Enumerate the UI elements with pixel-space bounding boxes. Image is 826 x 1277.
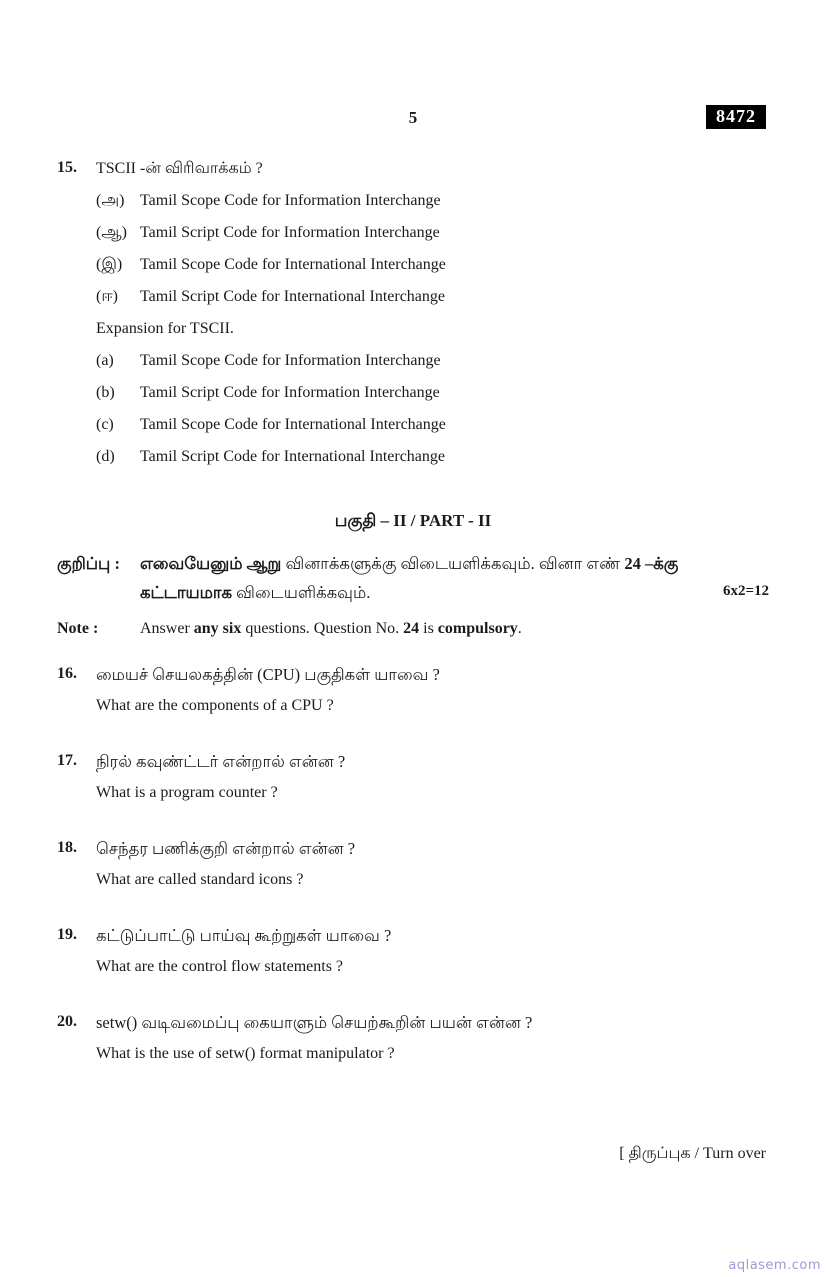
question-20-text-tamil: setw() வடிவமைப்பு கையாளும் செயற்கூறின் பயன் என்ன ? [96, 1013, 533, 1032]
question-17-number: 17. [57, 752, 77, 769]
option-row [96, 350, 766, 371]
question-20 [57, 1013, 766, 1063]
question-16-text-english: What are the components of a CPU ? [96, 697, 334, 714]
question-19 [57, 926, 766, 976]
page-header [0, 108, 826, 132]
note-english-body [140, 620, 769, 638]
option-text: Tamil Scope Code for International Interchange [140, 256, 446, 273]
note-english-bold-segment: 24 [403, 620, 420, 637]
watermark: aqlasem.com [728, 1258, 821, 1273]
option-label: (ஈ) [96, 288, 118, 305]
note-english-segment: Answer [140, 620, 194, 637]
option-text: Tamil Script Code for Information Interchange [140, 384, 440, 401]
note-tamil-bold-segment: எவையேனும் ஆறு [140, 554, 282, 573]
question-18-text-tamil: செந்தர பணிக்குறி என்றால் என்ன ? [96, 839, 356, 858]
note-tamil-line2 [140, 583, 769, 605]
question-17-text-tamil: நிரல் கவுண்ட்டர் என்றால் என்ன ? [96, 752, 346, 771]
question-15-number: 15. [57, 159, 77, 176]
note-tamil-line2-text [140, 583, 370, 605]
question-19-text-tamil: கட்டுப்பாட்டு பாய்வு கூற்றுகள் யாவை ? [96, 926, 392, 945]
option-text: Tamil Scope Code for Information Interchange [140, 352, 441, 369]
option-text: Tamil Script Code for International Interchange [140, 288, 445, 305]
note-tamil-bold-segment: –க்கு [640, 554, 679, 573]
option-label: (a) [96, 352, 114, 369]
note-english [57, 620, 769, 638]
option-text: Tamil Script Code for International Interchange [140, 448, 445, 465]
option-label: (ஆ) [96, 224, 127, 241]
question-19-text-english: What are the control flow statements ? [96, 958, 344, 975]
question-19-number: 19. [57, 926, 77, 943]
option-row [96, 190, 766, 211]
option-row [96, 382, 766, 403]
note-english-bold-segment: compulsory [437, 620, 518, 637]
note-tamil-bold-segment: கட்டாயமாக [140, 583, 233, 602]
question-20-number: 20. [57, 1013, 77, 1030]
question-15-text-tamil: TSCII -ன் விரிவாக்கம் ? [96, 160, 263, 177]
note-tamil-body [140, 554, 769, 605]
question-15-text-english: Expansion for TSCII. [96, 320, 234, 337]
question-15-options [96, 190, 766, 467]
note-tamil-bold-segment: 24 [624, 554, 641, 573]
question-16-text-tamil: மையச் செயலகத்தின் (CPU) பகுதிகள் யாவை ? [96, 665, 440, 684]
question-17-text-english: What is a program counter ? [96, 784, 278, 801]
option-row [96, 222, 766, 243]
note-tamil-label: குறிப்பு : [57, 554, 120, 573]
part-heading: பகுதி – II / PART - II [334, 511, 492, 530]
note-tamil-line1 [140, 554, 769, 576]
question-17 [57, 752, 766, 802]
option-row [96, 286, 766, 307]
option-row [96, 254, 766, 275]
question-16-number: 16. [57, 665, 77, 682]
option-text: Tamil Script Code for Information Interchange [140, 224, 440, 241]
note-english-segment: is [419, 620, 438, 637]
option-label: (c) [96, 416, 114, 433]
note-tamil-segment: விடையளிக்கவும். [232, 583, 371, 602]
option-label: (b) [96, 384, 115, 401]
note-english-segment: questions. Question No. [241, 620, 404, 637]
question-15 [57, 159, 766, 467]
option-text: Tamil Scope Code for International Interchange [140, 416, 446, 433]
paper-code-badge: 8472 [706, 105, 766, 129]
option-label: (அ) [96, 192, 125, 209]
question-18 [57, 839, 766, 889]
option-label: (இ) [96, 256, 123, 273]
exam-paper-page [0, 108, 826, 1277]
question-18-number: 18. [57, 839, 77, 856]
question-16 [57, 665, 766, 715]
question-18-text-english: What are called standard icons ? [96, 871, 304, 888]
option-row [96, 446, 766, 467]
turn-over-note: [ திருப்புக / Turn over [619, 1145, 766, 1162]
note-tamil [57, 554, 769, 605]
note-tamil-segment: வினாக்களுக்கு விடையளிக்கவும். வினா எண் [281, 554, 625, 573]
note-english-segment: . [517, 620, 522, 637]
question-20-text-english: What is the use of setw() format manipulator ? [96, 1045, 395, 1062]
page-number: 5 [408, 108, 418, 127]
option-label: (d) [96, 448, 115, 465]
marks-scheme: 6x2=12 [722, 583, 769, 599]
note-english-label: Note : [57, 620, 99, 637]
note-english-bold-segment: any six [193, 620, 242, 637]
option-row [96, 414, 766, 435]
option-text: Tamil Scope Code for Information Interchange [140, 192, 441, 209]
